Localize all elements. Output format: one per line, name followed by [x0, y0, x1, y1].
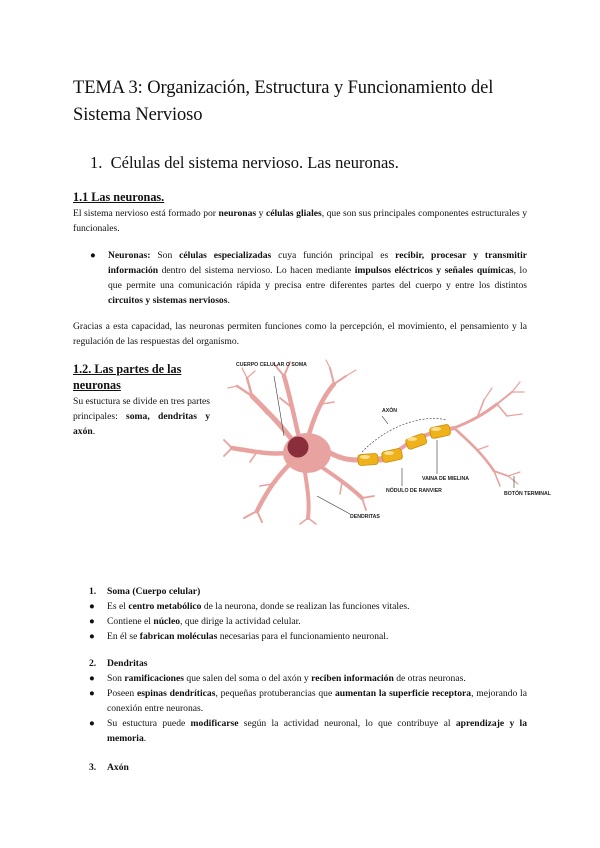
text: , que dirige la actividad celular.	[180, 616, 301, 627]
list-number: 1.	[89, 586, 97, 597]
label-dendritas: DENDRITAS	[350, 514, 380, 520]
list-item	[73, 716, 527, 746]
text: Su estuctura se divide en tres partes principales:	[73, 396, 210, 422]
text: , que son sus principales componentes estructurales y funcionales.	[73, 208, 528, 234]
page-title: TEMA 3: Organización, Estructura y Funcionamiento del Sistema Nervioso	[73, 78, 494, 125]
nucleus	[288, 437, 309, 458]
axon-section	[73, 760, 527, 775]
soma-section	[73, 584, 527, 644]
text-bold: reciben información	[311, 673, 394, 684]
text-bold: aumentan la superficie receptora	[335, 688, 472, 699]
text-bold: células especializadas	[179, 250, 272, 261]
bullet-icon: ●	[89, 616, 95, 627]
text: .	[227, 295, 230, 306]
neuron-diagram	[222, 356, 551, 526]
gracias-paragraph: Gracias a esta capacidad, las neuronas permiten funciones como la percepción, el movimiento, el pensamiento y la regulación de las respuestas del organismo.	[73, 321, 527, 347]
text: Soma (Cuerpo celular)	[107, 586, 201, 597]
bullet-icon: ●	[89, 601, 95, 612]
label-soma: CUERPO CELULAR O SOMA	[236, 362, 307, 368]
partes-paragraph	[73, 394, 210, 439]
text-bold: espinas dendríticas	[136, 688, 216, 699]
list-number: 3.	[89, 762, 97, 773]
text-bold: circuitos y sistemas nerviosos	[108, 295, 228, 306]
text-bold: células gliales	[265, 208, 322, 219]
bullet-icon: ●	[90, 250, 96, 261]
list-item	[73, 671, 527, 686]
text-bold: impulsos eléctricos y señales químicas	[354, 265, 514, 276]
text: , pequeñas protuberancias que	[215, 688, 335, 699]
subheading-partes: 1.2. Las partes de las neuronas	[73, 362, 182, 392]
list-heading	[73, 656, 527, 671]
text: Es el	[107, 601, 129, 612]
label-nodulo: NÓDULO DE RANVIER	[386, 488, 442, 494]
text-bold: soma, dendritas y axón	[73, 411, 210, 437]
section-title: Células del sistema nervioso. Las neuronas.	[110, 153, 399, 172]
text: según la actividad neuronal, lo que contribuye al	[238, 718, 456, 729]
text: En él se	[107, 631, 140, 642]
label-boton: BOTÓN TERMINAL	[504, 491, 551, 497]
intro-paragraph	[73, 206, 527, 236]
list-heading	[73, 584, 527, 599]
list-number: 2.	[89, 658, 97, 669]
text-bold: núcleo	[153, 616, 181, 627]
text: , lo que permite una comunicación rápida y precisa entre diferentes partes del cuerpo y entre los distintos	[108, 265, 527, 291]
text: .	[92, 426, 96, 437]
text: Son	[107, 673, 125, 684]
label-vaina: VAINA DE MIELINA	[422, 476, 469, 482]
text-bold: modificarse	[190, 718, 239, 729]
subheading-neuronas: 1.1 Las neuronas.	[73, 190, 165, 204]
bullet-icon: ●	[89, 631, 95, 642]
text: El sistema nervioso está formado por	[73, 208, 219, 219]
text: Dendritas	[107, 658, 148, 669]
text-bold: aprendizaje y la memoria	[107, 718, 527, 744]
text: Axón	[107, 762, 129, 773]
list-heading	[73, 760, 527, 775]
text-bold: recibir, procesar y transmitir información	[108, 250, 528, 276]
text: Poseen	[107, 688, 137, 699]
section-heading	[90, 153, 399, 173]
text: de la neurona, donde se realizan las funciones vitales.	[201, 601, 410, 612]
text-bold: ramificaciones	[124, 673, 185, 684]
text-bold: centro metabólico	[128, 601, 202, 612]
text: .	[143, 733, 147, 744]
text: Son	[150, 250, 180, 261]
list-item	[73, 614, 527, 629]
section-number: 1.	[90, 153, 103, 172]
text-bold: fabrican moléculas	[139, 631, 218, 642]
text: Su estuctura puede	[107, 718, 191, 729]
bullet-icon: ●	[89, 718, 95, 729]
list-item	[73, 686, 527, 716]
text-bold: neuronas	[218, 208, 257, 219]
text: , mejorando la conexión entre neuronas.	[107, 688, 527, 714]
text-bold: Neuronas:	[108, 250, 151, 261]
text: Contiene el	[107, 616, 154, 627]
list-item	[73, 599, 527, 614]
neuronas-bullet	[73, 248, 527, 308]
text: que salen del soma o del axón y	[184, 673, 312, 684]
bullet-icon: ●	[89, 688, 95, 699]
text: necesarias para el funcionamiento neuronal.	[217, 631, 389, 642]
text: de otras neuronas.	[393, 673, 466, 684]
label-axon: AXÓN	[382, 408, 397, 414]
text: dentro del sistema nervioso. Lo hacen mediante	[158, 265, 355, 276]
dendritas-section	[73, 656, 527, 746]
text: cuya función principal es	[271, 250, 396, 261]
list-item	[73, 629, 527, 644]
text: y	[256, 208, 266, 219]
bullet-icon: ●	[89, 673, 95, 684]
